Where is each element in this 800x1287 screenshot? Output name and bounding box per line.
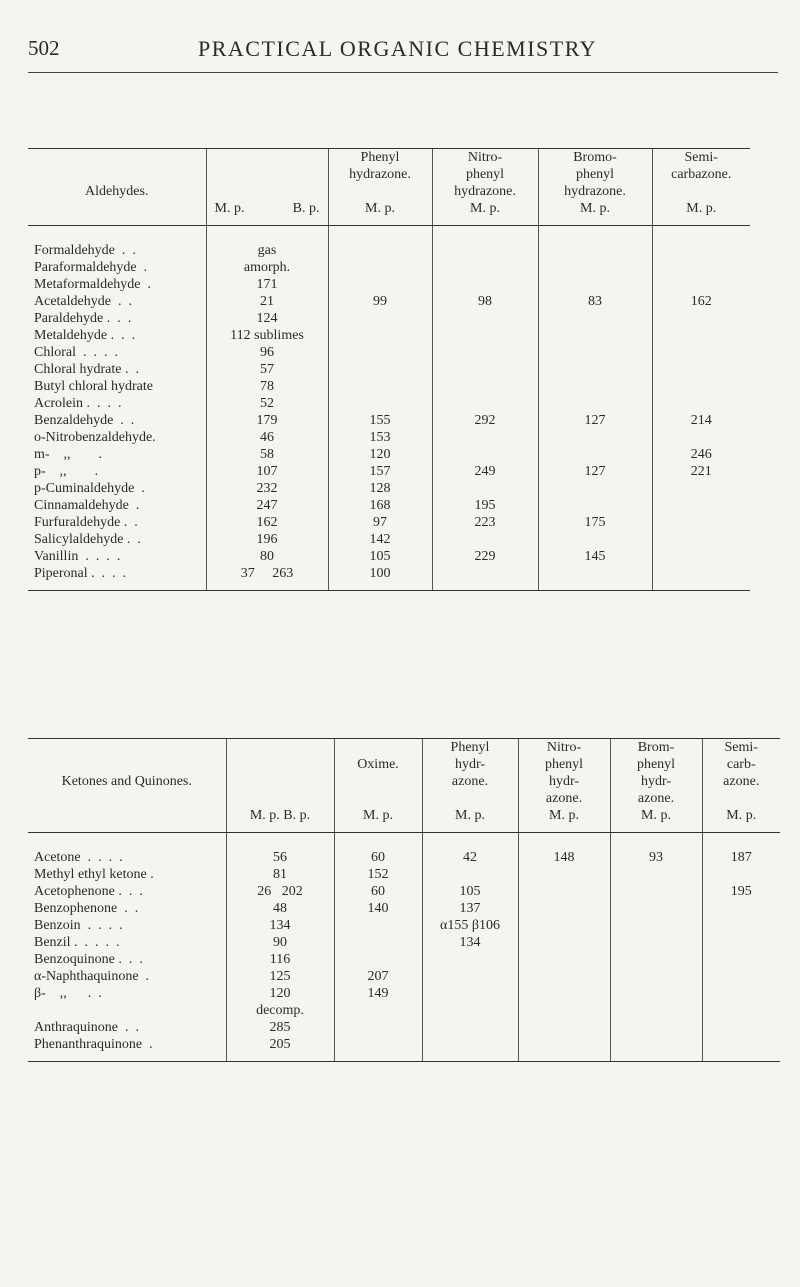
cell-brom	[610, 866, 702, 883]
table-row	[28, 866, 780, 883]
col-header-bromophenyl-hydrazone: Bromo- phenyl hydrazone. M. p.	[538, 149, 652, 226]
cell-mpbp: 21	[206, 293, 328, 310]
col-header-oxime: Oxime. M. p.	[334, 739, 422, 833]
table-row	[28, 310, 750, 327]
cell-name: Metaldehyde . . .	[34, 328, 136, 343]
cell-phenyl: 120	[328, 446, 432, 463]
table-row	[28, 446, 750, 463]
col-header-bromphenylhydrazone: Brom- phenyl hydr- azone. M. p.	[610, 739, 702, 833]
cell-phenyl	[328, 310, 432, 327]
cell-bromo: 145	[538, 548, 652, 565]
cell-name: Chloral hydrate . .	[34, 362, 139, 377]
cell-bromo	[538, 429, 652, 446]
cell-semi	[702, 1002, 780, 1019]
cell-phenyl	[328, 344, 432, 361]
cell-nitro	[432, 344, 538, 361]
cell-phenyl	[422, 951, 518, 968]
cell-nitro	[518, 1002, 610, 1019]
table-row	[28, 951, 780, 968]
cell-nitro	[432, 378, 538, 395]
cell-name: Methyl ethyl ketone .	[34, 867, 154, 882]
cell-nitro	[432, 480, 538, 497]
cell-nitro	[432, 276, 538, 293]
aldehydes-body	[28, 226, 750, 591]
cell-mpbp: gas	[206, 226, 328, 260]
cell-nitro: 195	[432, 497, 538, 514]
cell-phenyl: 105	[328, 548, 432, 565]
table-row	[28, 259, 750, 276]
cell-semi	[652, 378, 750, 395]
cell-mpbp: 96	[206, 344, 328, 361]
running-title: PRACTICAL ORGANIC CHEMISTRY	[198, 36, 598, 61]
cell-brom	[610, 968, 702, 985]
table-row	[28, 344, 750, 361]
cell-semi	[652, 395, 750, 412]
cell-phenyl: 142	[328, 531, 432, 548]
cell-name: m- ,, .	[34, 447, 103, 462]
cell-semi	[652, 565, 750, 591]
cell-mpbp: 112 sublimes	[206, 327, 328, 344]
cell-bromo	[538, 361, 652, 378]
cell-name: p- ,, .	[34, 464, 99, 479]
cell-bromo: 127	[538, 412, 652, 429]
cell-mpbp: 179	[206, 412, 328, 429]
col-header-nitrophenyl-hydrazone: Nitro- phenyl hydrazone. M. p.	[432, 149, 538, 226]
cell-name: Benzoquinone . . .	[34, 952, 143, 967]
cell-phenyl	[328, 327, 432, 344]
col-header-mp-bp: M. p. B. p.	[226, 739, 334, 833]
table-row	[28, 1036, 780, 1062]
col-header-nitrophenylhydrazone: Nitro- phenyl hydr- azone. M. p.	[518, 739, 610, 833]
table-row	[28, 463, 750, 480]
cell-nitro: 229	[432, 548, 538, 565]
cell-semi	[702, 866, 780, 883]
cell-mpbp: 171	[206, 276, 328, 293]
col-header-aldehydes: Aldehydes.	[28, 149, 206, 226]
cell-name: Piperonal . . . .	[28, 565, 206, 591]
cell-mpbp: decomp.	[226, 1002, 334, 1019]
cell-phenyl: 42	[422, 833, 518, 867]
cell-phenyl	[328, 259, 432, 276]
cell-oxime	[334, 934, 422, 951]
cell-phenyl: 128	[328, 480, 432, 497]
cell-mpbp: 116	[226, 951, 334, 968]
cell-bromo	[538, 276, 652, 293]
cell-name: Furfuraldehyde . .	[34, 515, 138, 530]
cell-phenyl: 99	[328, 293, 432, 310]
cell-semi: 162	[652, 293, 750, 310]
cell-nitro	[518, 917, 610, 934]
aldehydes-header-row	[28, 149, 750, 226]
col-header-phenyl-hydrazone: Phenyl hydrazone. M. p.	[328, 149, 432, 226]
cell-name: Benzophenone . .	[34, 901, 139, 916]
cell-phenyl: 97	[328, 514, 432, 531]
cell-oxime	[334, 1036, 422, 1062]
running-header	[28, 36, 780, 76]
cell-mpbp: 285	[226, 1019, 334, 1036]
table-row	[28, 497, 750, 514]
col-header-mp-bp	[206, 149, 328, 226]
cell-brom	[610, 934, 702, 951]
cell-name: Anthraquinone . .	[34, 1020, 139, 1035]
cell-phenyl	[328, 276, 432, 293]
cell-phenyl	[328, 226, 432, 260]
cell-nitro	[432, 446, 538, 463]
cell-semi	[702, 968, 780, 985]
cell-mpbp: 58	[206, 446, 328, 463]
cell-bromo	[538, 565, 652, 591]
cell-oxime	[334, 1019, 422, 1036]
cell-semi: 246	[652, 446, 750, 463]
cell-nitro	[432, 361, 538, 378]
cell-mpbp: 81	[226, 866, 334, 883]
aldehydes-table	[28, 148, 750, 591]
cell-nitro: 98	[432, 293, 538, 310]
cell-phenyl	[328, 361, 432, 378]
table-row	[28, 531, 750, 548]
cell-phenyl: 155	[328, 412, 432, 429]
table-row	[28, 480, 750, 497]
cell-nitro	[518, 883, 610, 900]
cell-bromo	[538, 497, 652, 514]
cell-semi	[702, 951, 780, 968]
table-row	[28, 361, 750, 378]
cell-oxime	[334, 917, 422, 934]
cell-nitro	[518, 985, 610, 1002]
cell-nitro: 292	[432, 412, 538, 429]
cell-oxime: 149	[334, 985, 422, 1002]
cell-phenyl	[328, 378, 432, 395]
cell-semi: 221	[652, 463, 750, 480]
cell-bromo	[538, 395, 652, 412]
cell-name: Paraformaldehyde .	[34, 260, 148, 275]
cell-bromo: 83	[538, 293, 652, 310]
cell-nitro	[432, 531, 538, 548]
cell-name: Benzaldehyde . .	[34, 413, 135, 428]
cell-mpbp: 78	[206, 378, 328, 395]
table-row	[28, 395, 750, 412]
cell-brom	[610, 985, 702, 1002]
cell-mpbp: 120	[226, 985, 334, 1002]
cell-semi	[652, 327, 750, 344]
cell-phenyl: 153	[328, 429, 432, 446]
cell-semi	[652, 497, 750, 514]
cell-mpbp: 162	[206, 514, 328, 531]
cell-phenyl: 134	[422, 934, 518, 951]
cell-bromo	[538, 378, 652, 395]
cell-mpbp: 26 202	[226, 883, 334, 900]
cell-bromo	[538, 259, 652, 276]
cell-name	[28, 1002, 226, 1019]
cell-name: Acetophenone . . .	[34, 884, 143, 899]
cell-brom: 93	[610, 833, 702, 867]
cell-phenyl	[328, 395, 432, 412]
cell-phenyl: 105	[422, 883, 518, 900]
cell-semi	[652, 310, 750, 327]
cell-semi	[702, 1036, 780, 1062]
cell-mpbp: 107	[206, 463, 328, 480]
cell-mpbp: 37 263	[206, 565, 328, 591]
cell-name: Chloral . . . .	[34, 345, 118, 360]
cell-name: Metaformaldehyde .	[34, 277, 152, 292]
col-header-bp: B. p.	[292, 201, 320, 216]
cell-nitro	[432, 429, 538, 446]
cell-nitro: 249	[432, 463, 538, 480]
cell-oxime: 60	[334, 883, 422, 900]
cell-bromo	[538, 310, 652, 327]
col-header-semicarbazone: Semi- carbazone. M. p.	[652, 149, 750, 226]
cell-nitro	[432, 395, 538, 412]
cell-oxime: 152	[334, 866, 422, 883]
cell-mpbp: 56	[226, 833, 334, 867]
table-row	[28, 412, 750, 429]
cell-name: α-Naphthaquinone .	[34, 969, 150, 984]
cell-oxime	[334, 951, 422, 968]
cell-semi: 187	[702, 833, 780, 867]
col-header-phenylhydrazone: Phenyl hydr- azone. M. p.	[422, 739, 518, 833]
cell-mpbp: 134	[226, 917, 334, 934]
cell-oxime: 207	[334, 968, 422, 985]
cell-phenyl: 100	[328, 565, 432, 591]
cell-brom	[610, 883, 702, 900]
table-row	[28, 968, 780, 985]
cell-phenyl	[422, 866, 518, 883]
table-row	[28, 548, 750, 565]
table-row	[28, 1002, 780, 1019]
cell-mpbp: 57	[206, 361, 328, 378]
cell-mpbp: amorph.	[206, 259, 328, 276]
cell-name: Acrolein . . . .	[34, 396, 122, 411]
table-row	[28, 293, 750, 310]
cell-nitro	[432, 565, 538, 591]
cell-nitro	[518, 1019, 610, 1036]
cell-semi: 214	[652, 412, 750, 429]
cell-semi	[652, 226, 750, 260]
cell-mpbp: 196	[206, 531, 328, 548]
cell-phenyl	[422, 1019, 518, 1036]
cell-phenyl: 157	[328, 463, 432, 480]
cell-name: o-Nitrobenzaldehyde.	[34, 430, 156, 445]
cell-nitro	[518, 968, 610, 985]
cell-mpbp: 48	[226, 900, 334, 917]
cell-semi: 195	[702, 883, 780, 900]
col-header-ketones: Ketones and Quinones.	[28, 739, 226, 833]
cell-bromo	[538, 446, 652, 463]
cell-semi	[652, 531, 750, 548]
cell-mpbp: 205	[226, 1036, 334, 1062]
cell-phenyl	[422, 1002, 518, 1019]
table-row	[28, 917, 780, 934]
ketones-header-row	[28, 739, 780, 833]
cell-brom	[610, 1019, 702, 1036]
cell-nitro	[432, 226, 538, 260]
cell-name: Cinnamaldehyde .	[34, 498, 140, 513]
cell-bromo	[538, 327, 652, 344]
cell-mpbp: 90	[226, 934, 334, 951]
cell-nitro	[518, 1036, 610, 1062]
cell-brom	[610, 917, 702, 934]
cell-semi	[702, 1019, 780, 1036]
cell-name: Phenanthraquinone .	[28, 1036, 226, 1062]
cell-semi	[652, 276, 750, 293]
cell-semi	[702, 917, 780, 934]
table-row	[28, 429, 750, 446]
cell-name: Vanillin . . . .	[34, 549, 121, 564]
cell-oxime: 140	[334, 900, 422, 917]
cell-nitro: 223	[432, 514, 538, 531]
cell-name: Acetaldehyde . .	[34, 294, 132, 309]
cell-semi	[652, 361, 750, 378]
col-header-semicarbazone: Semi- carb- azone. M. p.	[702, 739, 780, 833]
table-row	[28, 883, 780, 900]
cell-semi	[702, 900, 780, 917]
cell-brom	[610, 900, 702, 917]
page-number: 502	[28, 36, 60, 60]
cell-nitro	[518, 900, 610, 917]
header-rule	[28, 72, 778, 73]
cell-semi	[652, 259, 750, 276]
cell-name: Salicylaldehyde . .	[34, 532, 141, 547]
cell-phenyl: α155 β106	[422, 917, 518, 934]
table-row	[28, 226, 750, 260]
table-row	[28, 985, 780, 1002]
cell-name: Acetone . . . .	[34, 850, 123, 865]
cell-nitro	[518, 934, 610, 951]
table-row	[28, 934, 780, 951]
cell-phenyl	[422, 985, 518, 1002]
cell-name: β- ,, . .	[34, 986, 102, 1001]
table-row	[28, 514, 750, 531]
cell-mpbp: 46	[206, 429, 328, 446]
col-header-mp: M. p.	[214, 201, 245, 216]
cell-phenyl: 168	[328, 497, 432, 514]
cell-semi	[652, 480, 750, 497]
cell-bromo	[538, 226, 652, 260]
cell-mpbp: 247	[206, 497, 328, 514]
cell-semi	[652, 344, 750, 361]
cell-nitro: 148	[518, 833, 610, 867]
table-row	[28, 327, 750, 344]
cell-nitro	[432, 259, 538, 276]
cell-nitro	[432, 310, 538, 327]
cell-bromo	[538, 531, 652, 548]
cell-mpbp: 232	[206, 480, 328, 497]
cell-phenyl: 137	[422, 900, 518, 917]
cell-brom	[610, 1002, 702, 1019]
cell-semi	[652, 429, 750, 446]
table-row	[28, 565, 750, 591]
cell-name: Paraldehyde . . .	[34, 311, 132, 326]
table-row	[28, 276, 750, 293]
cell-oxime: 60	[334, 833, 422, 867]
table-row	[28, 1019, 780, 1036]
cell-phenyl	[422, 968, 518, 985]
cell-semi	[702, 985, 780, 1002]
table-row	[28, 900, 780, 917]
cell-name: Butyl chloral hydrate	[34, 379, 153, 394]
ketones-body	[28, 833, 780, 1062]
cell-phenyl	[422, 1036, 518, 1062]
table-row	[28, 833, 780, 867]
cell-semi	[652, 548, 750, 565]
cell-mpbp: 80	[206, 548, 328, 565]
ketones-table	[28, 738, 780, 1062]
cell-name: Benzoin . . . .	[34, 918, 123, 933]
cell-brom	[610, 951, 702, 968]
cell-bromo: 175	[538, 514, 652, 531]
cell-semi	[652, 514, 750, 531]
cell-oxime	[334, 1002, 422, 1019]
cell-mpbp: 52	[206, 395, 328, 412]
cell-name: Benzil . . . . .	[34, 935, 120, 950]
cell-bromo	[538, 480, 652, 497]
cell-name: p-Cuminaldehyde .	[34, 481, 145, 496]
cell-nitro	[518, 951, 610, 968]
cell-name: Formaldehyde . .	[34, 243, 136, 258]
cell-mpbp: 125	[226, 968, 334, 985]
table-row	[28, 378, 750, 395]
cell-semi	[702, 934, 780, 951]
cell-brom	[610, 1036, 702, 1062]
cell-mpbp: 124	[206, 310, 328, 327]
cell-bromo	[538, 344, 652, 361]
cell-nitro	[518, 866, 610, 883]
cell-nitro	[432, 327, 538, 344]
cell-bromo: 127	[538, 463, 652, 480]
